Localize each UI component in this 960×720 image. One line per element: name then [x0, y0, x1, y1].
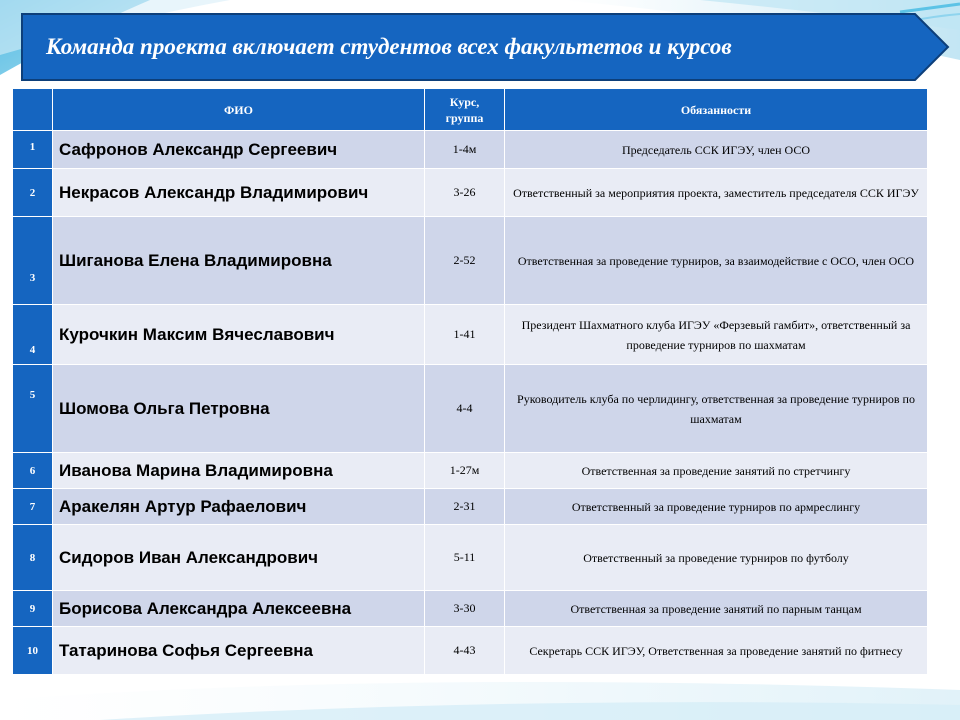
- table-row: [13, 489, 928, 525]
- member-name: Иванова Марина Владимировна: [53, 453, 425, 489]
- member-course: 4-4: [425, 365, 505, 453]
- row-number: 1: [13, 131, 53, 169]
- member-duty: Председатель ССК ИГЭУ, член ОСО: [505, 131, 928, 169]
- table-header-row: [13, 89, 928, 131]
- table-row: [13, 591, 928, 627]
- table-row: [13, 365, 928, 453]
- member-course: 1-4м: [425, 131, 505, 169]
- member-duty: Секретарь ССК ИГЭУ, Ответственная за проведение занятий по фитнесу: [505, 627, 928, 675]
- row-number: 10: [13, 627, 53, 675]
- member-course: 3-26: [425, 169, 505, 217]
- header-num: [13, 89, 53, 131]
- row-number: 3: [13, 217, 53, 305]
- slide-title: Команда проекта включает студентов всех факультетов и курсов: [46, 34, 732, 59]
- member-course: 4-43: [425, 627, 505, 675]
- table-row: [13, 217, 928, 305]
- member-course: 3-30: [425, 591, 505, 627]
- member-course: 2-52: [425, 217, 505, 305]
- member-course: 1-27м: [425, 453, 505, 489]
- title-banner: [20, 12, 950, 82]
- member-course: 5-11: [425, 525, 505, 591]
- row-number: 2: [13, 169, 53, 217]
- member-name: Татаринова Софья Сергеевна: [53, 627, 425, 675]
- row-number: 5: [13, 365, 53, 453]
- member-duty: Президент Шахматного клуба ИГЭУ «Ферзевый гамбит», ответственный за проведение турниров по шахматам: [505, 305, 928, 365]
- header-duties: Обязанности: [505, 89, 928, 131]
- table-row: [13, 525, 928, 591]
- member-duty: Ответственная за проведение занятий по стретчингу: [505, 453, 928, 489]
- member-course: 2-31: [425, 489, 505, 525]
- member-name: Аракелян Артур Рафаелович: [53, 489, 425, 525]
- row-number: 9: [13, 591, 53, 627]
- member-duty: Ответственный за проведение турниров по футболу: [505, 525, 928, 591]
- table-row: [13, 305, 928, 365]
- table-row: [13, 131, 928, 169]
- table-row: [13, 453, 928, 489]
- member-duty: Ответственный за проведение турниров по армреслингу: [505, 489, 928, 525]
- member-duty: Ответственная за проведение турниров, за взаимодействие с ОСО, член ОСО: [505, 217, 928, 305]
- member-name: Сафронов Александр Сергеевич: [53, 131, 425, 169]
- member-name: Борисова Александра Алексеевна: [53, 591, 425, 627]
- member-duty: Руководитель клуба по черлидингу, ответственная за проведение турниров по шахматам: [505, 365, 928, 453]
- member-name: Сидоров Иван Александрович: [53, 525, 425, 591]
- table-row: [13, 169, 928, 217]
- member-name: Шиганова Елена Владимировна: [53, 217, 425, 305]
- header-course: Курс, группа: [425, 89, 505, 131]
- member-name: Некрасов Александр Владимирович: [53, 169, 425, 217]
- row-number: 4: [13, 305, 53, 365]
- row-number: 7: [13, 489, 53, 525]
- team-table: [12, 88, 928, 675]
- member-duty: Ответственный за мероприятия проекта, заместитель председателя ССК ИГЭУ: [505, 169, 928, 217]
- member-course: 1-41: [425, 305, 505, 365]
- row-number: 6: [13, 453, 53, 489]
- header-name: ФИО: [53, 89, 425, 131]
- row-number: 8: [13, 525, 53, 591]
- member-name: Шомова Ольга Петровна: [53, 365, 425, 453]
- table-row: [13, 627, 928, 675]
- member-duty: Ответственная за проведение занятий по парным танцам: [505, 591, 928, 627]
- member-name: Курочкин Максим Вячеславович: [53, 305, 425, 365]
